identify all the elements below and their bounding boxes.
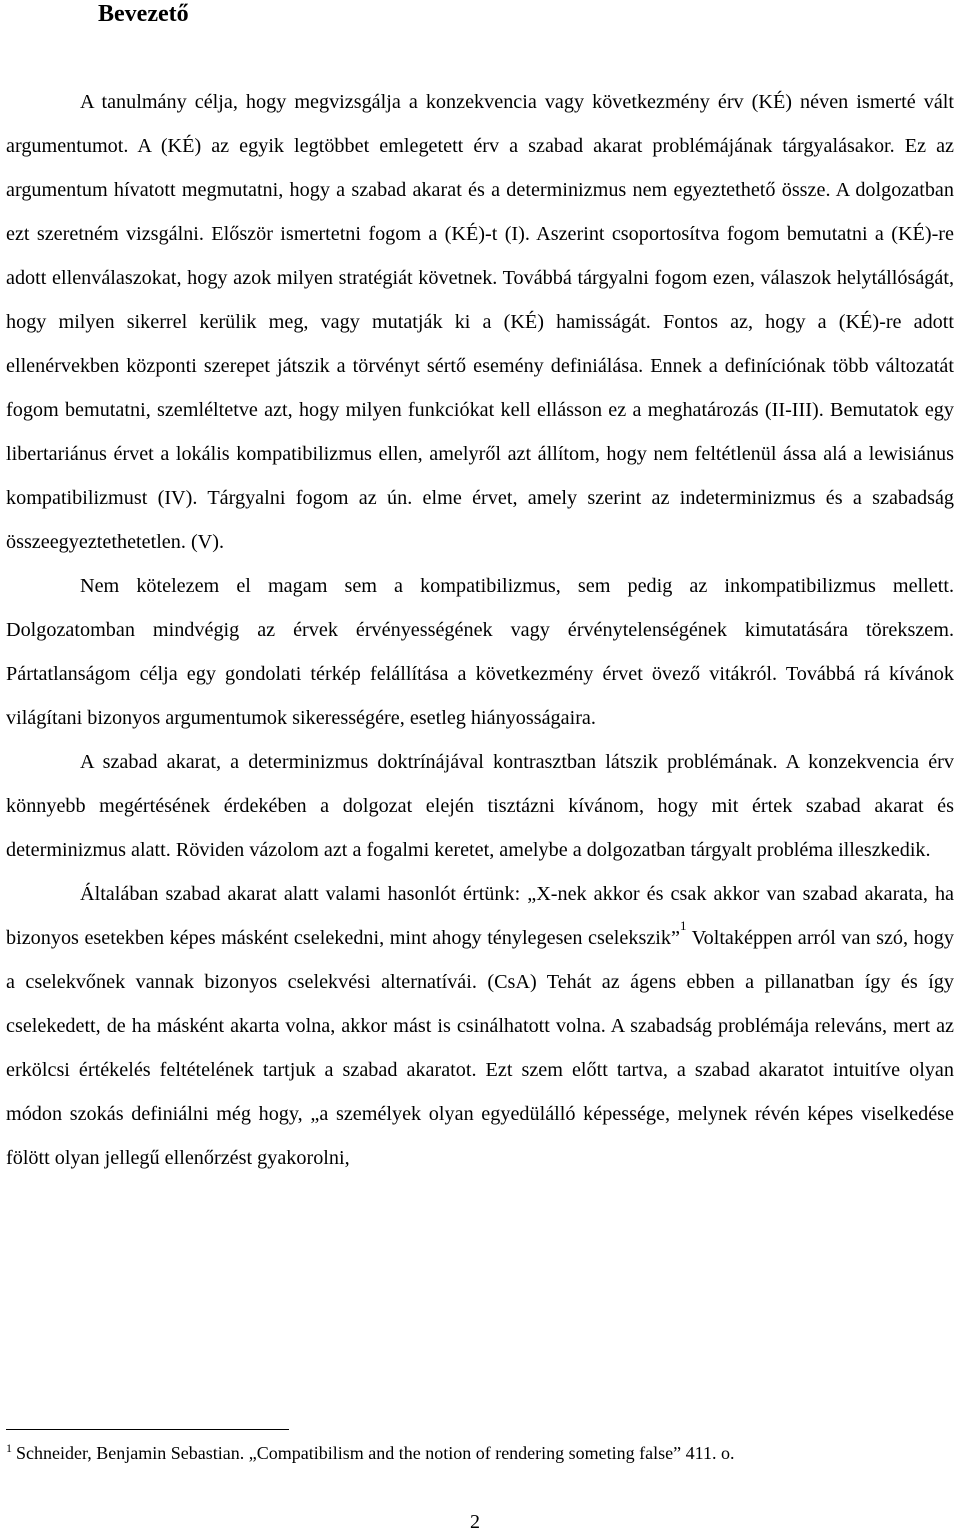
paragraph-free-will-determinism: A szabad akarat, a determinizmus doktrínájával kontrasztban látszik problémának. A konzekvencia érv könnyebb megértésének érdekében a dolgozat elején tisztázni kívánom, hogy mit értek szabad akarat és determinizmus alatt. Röviden vázolom azt a fogalmi keretet, amelybe a dolgozatban tárgyalt probléma illeszkedik. (6, 751, 954, 861)
paragraph-definition-text-before: Általában szabad akarat alatt valami hasonlót értünk: „X-nek akkor és csak akkor van szabad akarata, ha bizonyos esetekben képes másként cselekedni, mint ahogy ténylegesen cselekszik” (6, 883, 954, 949)
footnote-reference[interactable]: 1 (679, 918, 687, 933)
paragraph-definition (6, 872, 954, 1180)
paragraph-position: Nem kötelezem el magam sem a kompatibilizmus, sem pedig az inkompatibilizmus mellett. Dolgozatomban mindvégig az érvek érvényességének vagy érvénytelenségének kimutatására törekszem. Pártatlanságom célja egy gondolati térkép felállítása a következmény érvet övező vitákról. Továbbá rá kívánok világítani bizonyos argumentumok sikerességére, esetleg hiányosságaira. (6, 575, 954, 729)
footnote-separator (6, 1429, 289, 1430)
paragraph-definition-text-after: Voltaképpen arról van szó, hogy a cselekvőnek vannak bizonyos cselekvési alternatívái. (CsA) Tehát az ágens ebben a pillanatban így és így cselekedett, de ha másként akarta volna, akkor mást is csinálhatott volna. A szabadság problémája releváns, mert az erkölcsi értékelés feltételének tartjuk a szabad akaratot. Ezt szem előtt tartva, a szabad akaratot intuitíve olyan módon szokás definiálni még hogy, „a személyek olyan egyedülálló képessége, melynek révén képes viselkedése fölött olyan jellegű ellenőrzést gyakorolni, (6, 927, 954, 1169)
footnote-mark: 1 (6, 1441, 12, 1455)
paragraph-intro: A tanulmány célja, hogy megvizsgálja a konzekvencia vagy következmény érv (KÉ) néven ismerté vált argumentumot. A (KÉ) az egyik legtöbbet emlegetett érv a szabad akarat problémájának tárgyalásakor. Ez az argumentum hívatott megmutatni, hogy a szabad akarat és a determinizmus nem egyeztethető össze. A dolgozatban ezt szeretném vizsgálni. Először ismertetni fogom a (KÉ)-t (I). Aszerint csoportosítva fogom bemutatni a (KÉ)-re adott ellenválaszokat, hogy azok milyen stratégiát követnek. Továbbá tárgyalni fogom ezen, válaszok helytállóságát, hogy milyen sikerrel kerülik meg, vagy mutatják ki a (KÉ) hamisságát. Fontos az, hogy a (KÉ)-re adott ellenérvekben központi szerepet játszik a törvényt sértő esemény definiálása. Ennek a definíciónak több változatát fogom bemutatni, szemléltetve azt, hogy milyen funkciókat kell ellásson ez a meghatározás (II-III). Bemutatok egy libertariánus érvet a lokális kompatibilizmus ellen, amelyről azt állítom, hogy nem feltétlenül ássa alá a lewisiánus kompatibilizmust (IV). Tárgyalni fogom az ún. elme érvet, amely szerint az indeterminizmus és a szabadság összeegyeztethetetlen. (V). (6, 91, 954, 553)
section-heading: Bevezető (98, 1, 189, 27)
body-text (6, 80, 954, 1180)
footnote-text: Schneider, Benjamin Sebastian. „Compatibilism and the notion of rendering someting false” 411. o. (16, 1443, 735, 1463)
page-number: 2 (470, 1511, 480, 1533)
footnote (6, 1440, 954, 1466)
